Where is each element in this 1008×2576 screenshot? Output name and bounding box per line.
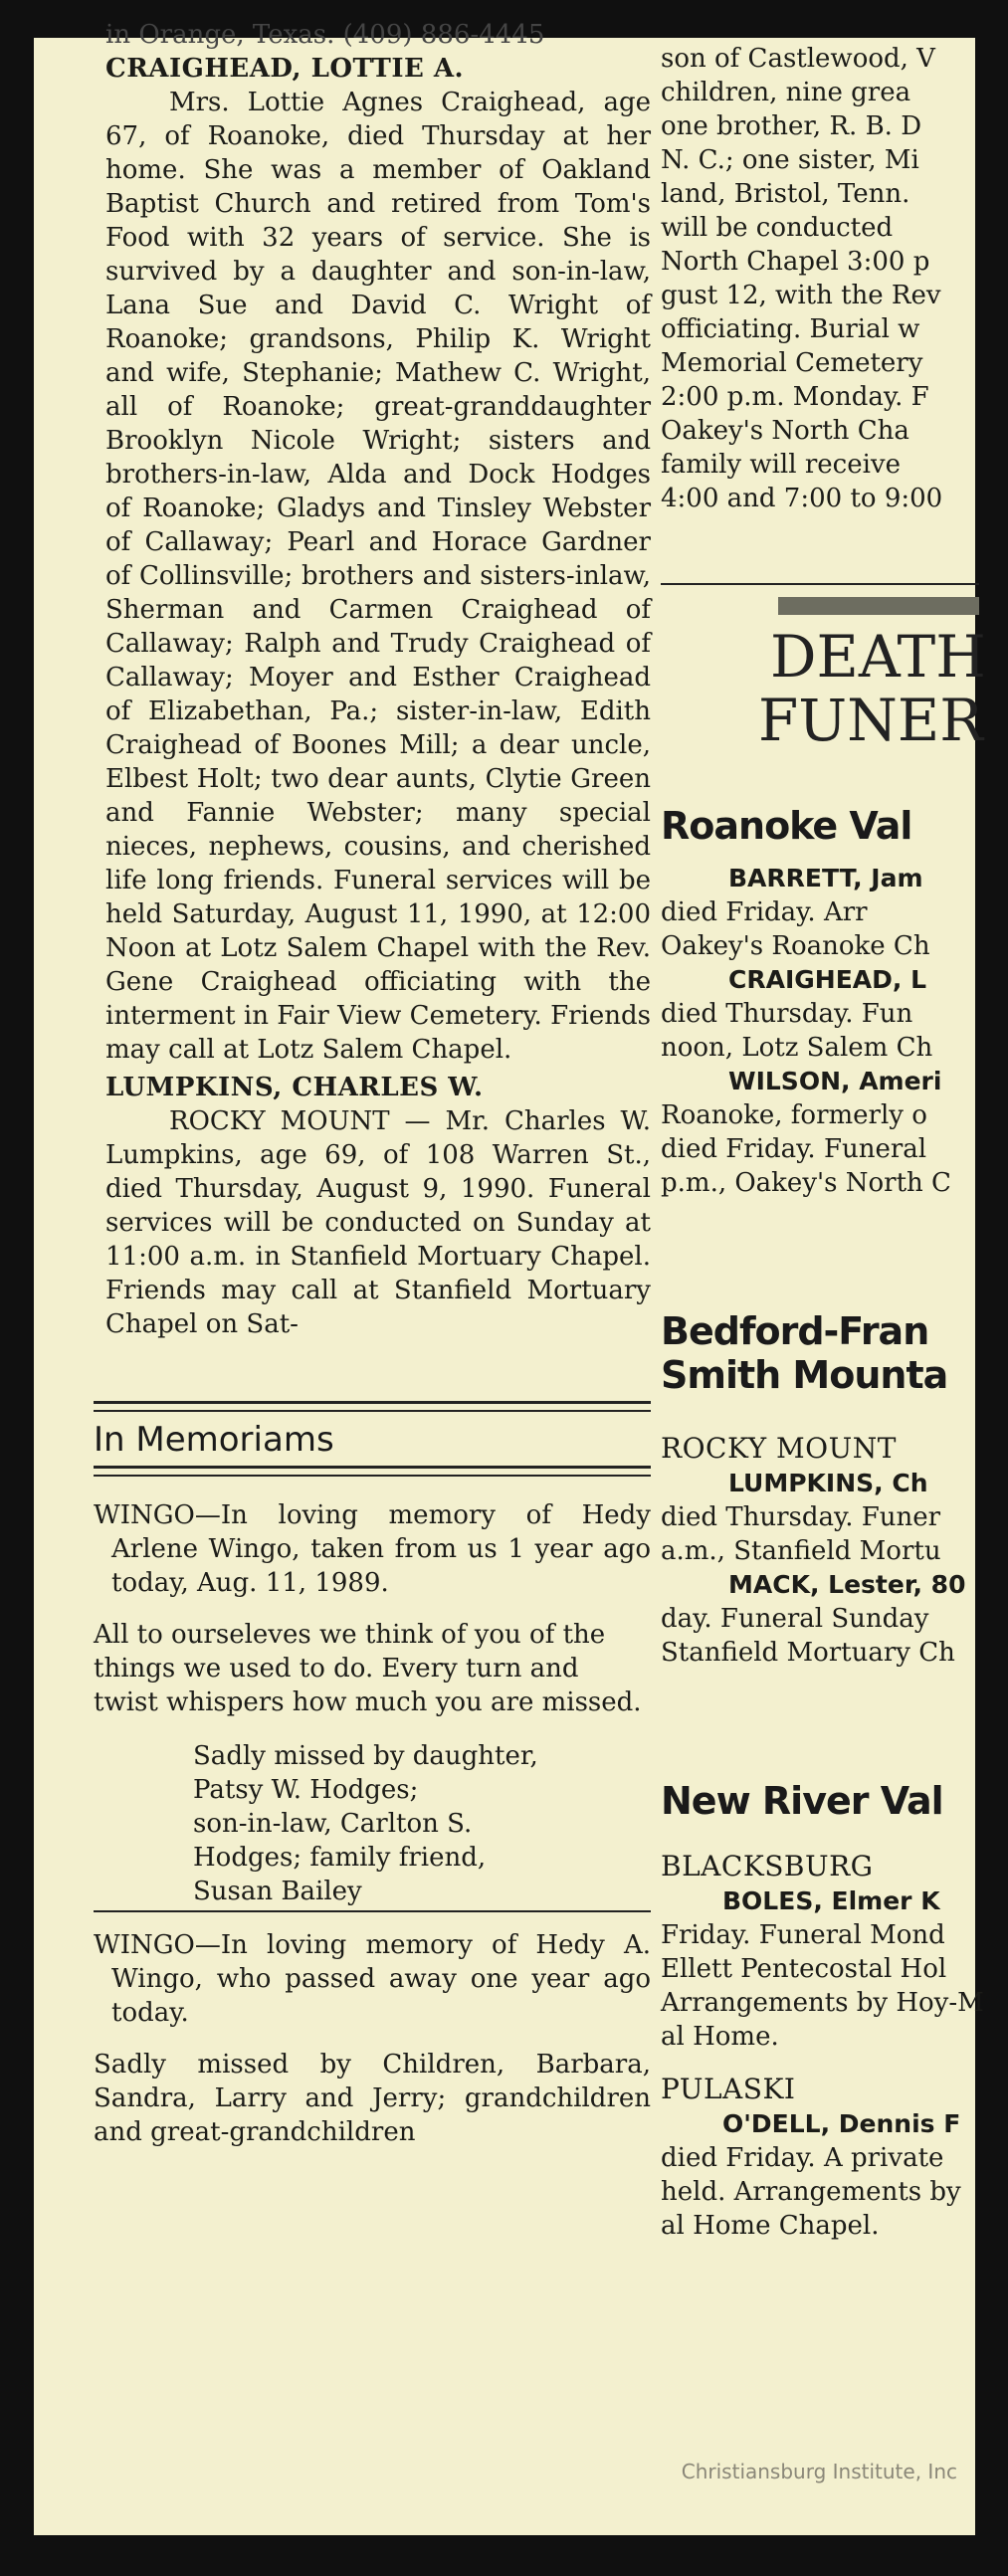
notice-name: O'DELL, Dennis F <box>722 2109 961 2138</box>
text-line: will be conducted <box>661 213 894 243</box>
region-heading: New River Val <box>661 1779 943 1823</box>
text-line: land, Bristol, Tenn. <box>661 179 910 209</box>
top-fragment: in Orange, Texas. (409) 886-4445 <box>105 20 545 50</box>
memoriam-signoff <box>193 1739 651 1908</box>
divider <box>94 1401 651 1404</box>
memoriam-lead: WINGO—In loving memory of Hedy A. Wingo, who passed away one year ago today. <box>94 1930 651 2028</box>
text-line: died Thursday. Fun <box>661 999 913 1029</box>
text-line: p.m., Oakey's North C <box>661 1168 951 1198</box>
text-line: Ellett Pentecostal Hol <box>661 1954 947 1984</box>
text-line: died Thursday. Funer <box>661 1502 941 1532</box>
text-line: died Friday. Funeral <box>661 1134 927 1164</box>
memoriam-signoff: Sadly missed by Children, Barbara, Sandra, Larry and Jerry; grandchildren and great-grandchildren <box>94 2050 651 2147</box>
text-line: held. Arrangements by <box>661 2177 961 2207</box>
text-line: al Home Chapel. <box>661 2211 880 2241</box>
divider <box>94 1475 651 1477</box>
notice <box>661 862 979 963</box>
text-line: son of Castlewood, V <box>661 44 935 74</box>
notice-name: BOLES, Elmer K <box>722 1886 940 1915</box>
newspaper-clipping <box>34 20 986 2535</box>
obituary-name: CRAIGHEAD, LOTTIE A. <box>105 54 465 84</box>
text-line: N. C.; one sister, Mi <box>661 145 919 175</box>
divider <box>94 1466 651 1469</box>
notice <box>661 2107 979 2243</box>
notice <box>661 963 979 1065</box>
continued-obituary <box>661 42 979 515</box>
text-line: gust 12, with the Rev <box>661 281 941 310</box>
text-line: 2:00 p.m. Monday. F <box>661 382 929 412</box>
divider <box>661 583 979 585</box>
text-line: al Home. <box>661 2022 779 2052</box>
watermark: Christiansburg Institute, Inc <box>681 2460 957 2483</box>
notice <box>661 1467 979 1568</box>
text-line: Oakey's North Cha <box>661 416 909 446</box>
right-column <box>661 38 986 2243</box>
death-heading-line: FUNER <box>758 687 983 754</box>
obituary-craighead <box>105 52 651 1067</box>
region-new-river <box>661 1779 984 2243</box>
signoff-line: Patsy W. Hodges; <box>193 1775 419 1805</box>
death-heading <box>661 623 986 754</box>
memoriam-entry <box>94 1928 651 2149</box>
notice-name: WILSON, Ameri <box>728 1067 942 1095</box>
town-label: PULASKI <box>661 2073 796 2105</box>
town-label: BLACKSBURG <box>661 1850 874 1882</box>
text-line: noon, Lotz Salem Ch <box>661 1033 933 1063</box>
left-column <box>94 20 651 2149</box>
memoriams-section <box>94 1401 651 2149</box>
notice <box>661 1884 984 2054</box>
obituary-text: Mrs. Lottie Agnes Craighead, age 67, of Roanoke, died Thursday at her home. She was a member of Oakland Baptist Church and retired from Tom's Food with 32 years of service. She is survived by a daughter and son-in-law, Lana Sue and David C. Wright of Roanoke; grandsons, Philip K. Wright and wife, Stephanie; Mathew C. Wright, all of Roanoke; great-granddaughter Brooklyn Nicole Wright; sisters and brothers-in-law, Alda and Dock Hodges of Roanoke; Gladys and Tinsley Webster of Callaway; Pearl and Horace Gardner of Collinsville; brothers and sisters-inlaw, Sherman and Carmen Craighead of Callaway; Ralph and Trudy Craighead of Callaway; Moyer and Esther Craighead of Elizabethan, Pa.; sister-in-law, Edith Craighead of Boones Mill; a dear uncle, Elbest Holt; two dear aunts, Clytie Green and Fannie Webster; many special nieces, nephews, cousins, and cherished life long friends. Funeral services will be held Saturday, August 11, 1990, at 12:00 Noon at Lotz Salem Chapel with the Rev. Gene Craighead officiating with the interment in Fair View Cemetery. Friends may call at Lotz Salem Chapel. <box>105 88 651 1065</box>
memoriam-lead: WINGO—In loving memory of Hedy Arlene Wingo, taken from us 1 year ago today, Aug. 11, 1989. <box>94 1500 651 1598</box>
memoriam-entry <box>94 1498 651 1912</box>
obituary-name: LUMPKINS, CHARLES W. <box>105 1073 484 1102</box>
text-line: Roanoke, formerly o <box>661 1100 927 1130</box>
text-line: Stanfield Mortuary Ch <box>661 1638 955 1668</box>
region-bedford <box>661 1309 979 1670</box>
region-heading: Smith Mounta <box>661 1353 948 1397</box>
signoff-line: Hodges; family friend, <box>193 1843 487 1873</box>
obituary-text: ROCKY MOUNT — Mr. Charles W. Lumpkins, age 69, of 108 Warren St., died Thursday, August 9, 1990. Funeral services will be conducted on Sunday at 11:00 a.m. in Stanfield Mortuary Chapel. Friends may call at Stanfield Mortuary Chapel on Sat- <box>105 1106 651 1339</box>
signoff-line: Susan Bailey <box>193 1877 362 1906</box>
notice-name: CRAIGHEAD, L <box>728 965 926 994</box>
region-heading: Roanoke Val <box>661 804 912 848</box>
text-line: one brother, R. B. D <box>661 111 922 141</box>
text-line: family will receive <box>661 450 901 480</box>
notice <box>661 1568 979 1670</box>
text-line: day. Funeral Sunday <box>661 1604 929 1634</box>
text-line: children, nine grea <box>661 78 911 107</box>
text-line: officiating. Burial w <box>661 314 920 344</box>
memoriam-verse: All to ourseleves we think of you of the things we used to do. Every turn and twist whispers how much you are missed. <box>94 1620 642 1717</box>
region-heading: Bedford-Fran <box>661 1309 929 1353</box>
memoriams-heading: In Memoriams <box>94 1420 334 1460</box>
obituary-lumpkins <box>105 1071 651 1341</box>
text-line: died Friday. Arr <box>661 897 868 927</box>
town-label: ROCKY MOUNT <box>661 1432 897 1465</box>
signoff-line: Sadly missed by daughter, <box>193 1741 538 1771</box>
signoff-line: son-in-law, Carlton S. <box>193 1809 473 1839</box>
notice-name: MACK, Lester, 80 <box>728 1570 966 1599</box>
notice <box>661 1065 979 1200</box>
text-line: North Chapel 3:00 p <box>661 247 930 277</box>
divider <box>94 1910 651 1912</box>
text-line: Oakey's Roanoke Ch <box>661 931 930 961</box>
text-line: Friday. Funeral Mond <box>661 1920 945 1950</box>
notice-name: LUMPKINS, Ch <box>728 1469 928 1497</box>
region-roanoke <box>661 804 979 1200</box>
text-line: died Friday. A private <box>661 2143 944 2173</box>
text-line: Memorial Cemetery <box>661 348 923 378</box>
notice-name: BARRETT, Jam <box>728 864 923 892</box>
section-bar <box>778 597 979 615</box>
death-heading-line: DEATH <box>770 623 986 691</box>
text-line: 4:00 and 7:00 to 9:00 <box>661 484 943 513</box>
text-line: a.m., Stanfield Mortu <box>661 1536 941 1566</box>
text-line: Arrangements by Hoy-M <box>661 1988 984 2018</box>
divider <box>94 1410 651 1412</box>
